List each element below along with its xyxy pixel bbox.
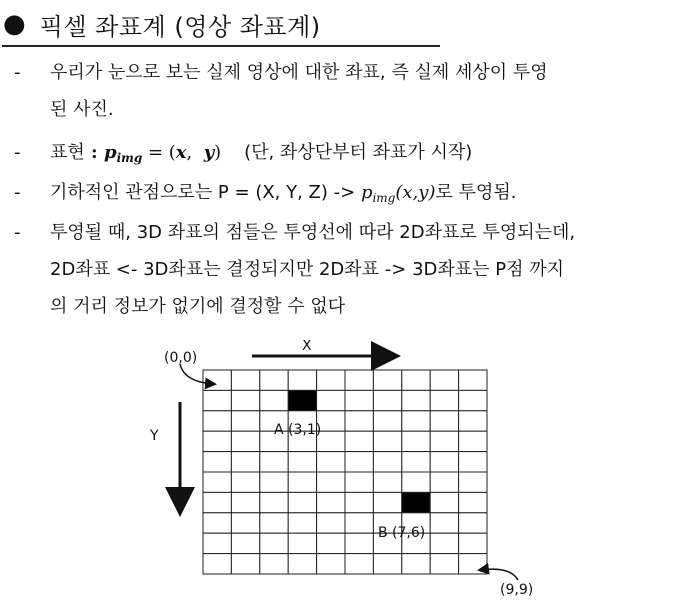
dash-marker: - (14, 182, 21, 203)
pixel-cell (345, 411, 373, 431)
item-line-1: 투영될 때, 3D 좌표의 점들은 투영선에 따라 2D좌표로 투영되는데, (50, 222, 576, 243)
title-underline (2, 45, 440, 47)
pixel-cell (459, 472, 487, 492)
pixel-cell (345, 390, 373, 410)
pixel-cell (459, 554, 487, 574)
pixel-cell (345, 370, 373, 390)
pixel-cell (373, 411, 401, 431)
pixel-cell (260, 492, 288, 512)
pixel-cell (260, 513, 288, 533)
pixel-cell (345, 492, 373, 512)
pixel-cell (203, 452, 231, 472)
pixel-cell (203, 431, 231, 451)
pixel-cell (317, 452, 345, 472)
y-axis-label: Y (150, 428, 159, 444)
filled-pixel-cell (402, 492, 430, 512)
filled-circle-bullet-icon: ● (3, 9, 26, 39)
pixel-cell (402, 370, 430, 390)
pixel-cell (260, 533, 288, 553)
pixel-cell (231, 431, 259, 451)
pixel-cell (402, 554, 430, 574)
pixel-cell (260, 472, 288, 492)
dash-marker: - (14, 222, 21, 243)
pixel-cell (203, 554, 231, 574)
pixel-cell (373, 472, 401, 492)
formula-x: x (175, 142, 187, 163)
pixel-cell (203, 390, 231, 410)
pixel-cell (373, 492, 401, 512)
pixel-cell (317, 370, 345, 390)
pixel-cell (345, 452, 373, 472)
pixel-cell (373, 431, 401, 451)
formula-p: p (360, 182, 373, 203)
formula-subscript: img (372, 191, 396, 205)
pixel-cell (203, 370, 231, 390)
pixel-cell (203, 472, 231, 492)
item-line-1: 우리가 눈으로 보는 실제 영상에 대한 좌표, 즉 실제 세상이 투영 (50, 62, 548, 83)
pixel-cell (430, 472, 458, 492)
pixel-cell (260, 554, 288, 574)
pixel-cell (459, 431, 487, 451)
pixel-cell (430, 533, 458, 553)
pixel-cell (459, 370, 487, 390)
geometry-suffix: 로 투영됨. (435, 182, 517, 203)
item-text (50, 214, 575, 325)
pixel-cell (345, 554, 373, 574)
point-b-label: B (7,6) (378, 525, 426, 541)
pixel-cell (373, 554, 401, 574)
pixel-cell (231, 411, 259, 431)
item-line-2: 2D좌표 <- 3D좌표는 결정되지만 2D좌표 -> 3D좌표는 P점 까지 (50, 259, 565, 280)
formula-subscript: img (116, 151, 143, 165)
pixel-cell (430, 411, 458, 431)
pixel-cell (288, 554, 316, 574)
pixel-cell (402, 452, 430, 472)
formula-y: y (203, 142, 215, 163)
pixel-cell (317, 554, 345, 574)
pixel-cell (288, 492, 316, 512)
pixel-cell (231, 533, 259, 553)
pixel-cell (203, 513, 231, 533)
item-text (50, 54, 548, 128)
pixel-cell (288, 513, 316, 533)
pixel-cell (317, 533, 345, 553)
pixel-cell (288, 533, 316, 553)
pixel-grid (203, 370, 487, 574)
pixel-grid-diagram (140, 340, 560, 604)
pixel-cell (317, 472, 345, 492)
geometry-prefix: 기하적인 관점으로는 P = (X, Y, Z) -> (50, 182, 361, 203)
geometry-formula (361, 182, 436, 203)
pixel-cell (430, 431, 458, 451)
origin-label: (0,0) (164, 350, 198, 366)
dash-marker: - (14, 142, 21, 163)
pixel-cell (260, 390, 288, 410)
pixel-cell (345, 472, 373, 492)
pixel-cell (459, 513, 487, 533)
pixel-cell (430, 492, 458, 512)
pixel-cell (430, 554, 458, 574)
pixel-cell (459, 390, 487, 410)
pixel-cell (430, 370, 458, 390)
filled-pixel-cell (288, 390, 316, 410)
pixel-cell (317, 513, 345, 533)
pixel-cell (459, 411, 487, 431)
item-line-3: 의 거리 정보가 없기에 결정할 수 없다 (50, 296, 346, 317)
pixel-cell (203, 492, 231, 512)
section-title (3, 6, 321, 42)
pixel-cell (231, 390, 259, 410)
pixel-cell (231, 370, 259, 390)
pixel-cell (260, 370, 288, 390)
pixel-cell (288, 472, 316, 492)
notation-label: 표현 (50, 142, 85, 163)
item-text (50, 134, 472, 177)
pixel-cell (430, 513, 458, 533)
notation-note: (단, 좌상단부터 좌표가 시작) (244, 142, 473, 163)
pixel-cell (231, 513, 259, 533)
pixel-cell (459, 492, 487, 512)
pixel-cell (402, 411, 430, 431)
pixel-coordinate-figure (140, 340, 560, 604)
pixel-cell (345, 513, 373, 533)
notation-formula: : $p_{img} = (x$, y) (84, 142, 222, 165)
formula-equals: = (142, 142, 169, 163)
pixel-cell (231, 472, 259, 492)
pixel-cell (402, 472, 430, 492)
pixel-cell (402, 390, 430, 410)
item-line-2: 된 사진. (50, 99, 114, 120)
pixel-cell (288, 452, 316, 472)
pixel-cell (231, 554, 259, 574)
pixel-cell (317, 390, 345, 410)
dash-marker: - (14, 62, 21, 83)
point-a-label: A (3,1) (274, 422, 322, 438)
pixel-cell (402, 431, 430, 451)
pixel-cell (231, 492, 259, 512)
pixel-cell (317, 492, 345, 512)
pixel-cell (459, 533, 487, 553)
pixel-cell (288, 370, 316, 390)
pixel-cell (373, 370, 401, 390)
pixel-cell (373, 452, 401, 472)
formula-args: (x,y) (395, 182, 436, 203)
item-text (50, 174, 516, 217)
section-title-text: 픽셀 좌표계 (영상 좌표계) (39, 12, 321, 41)
pixel-cell (430, 452, 458, 472)
end-label: (9,9) (500, 582, 534, 598)
pixel-cell (345, 431, 373, 451)
x-axis-label: X (302, 340, 312, 354)
pixel-cell (260, 452, 288, 472)
formula-p: p (103, 142, 117, 163)
pixel-cell (203, 411, 231, 431)
pixel-cell (231, 452, 259, 472)
pixel-cell (203, 533, 231, 553)
pixel-cell (430, 390, 458, 410)
pixel-cell (345, 533, 373, 553)
formula-colon: : (84, 142, 104, 163)
pixel-cell (373, 390, 401, 410)
pixel-cell (459, 452, 487, 472)
